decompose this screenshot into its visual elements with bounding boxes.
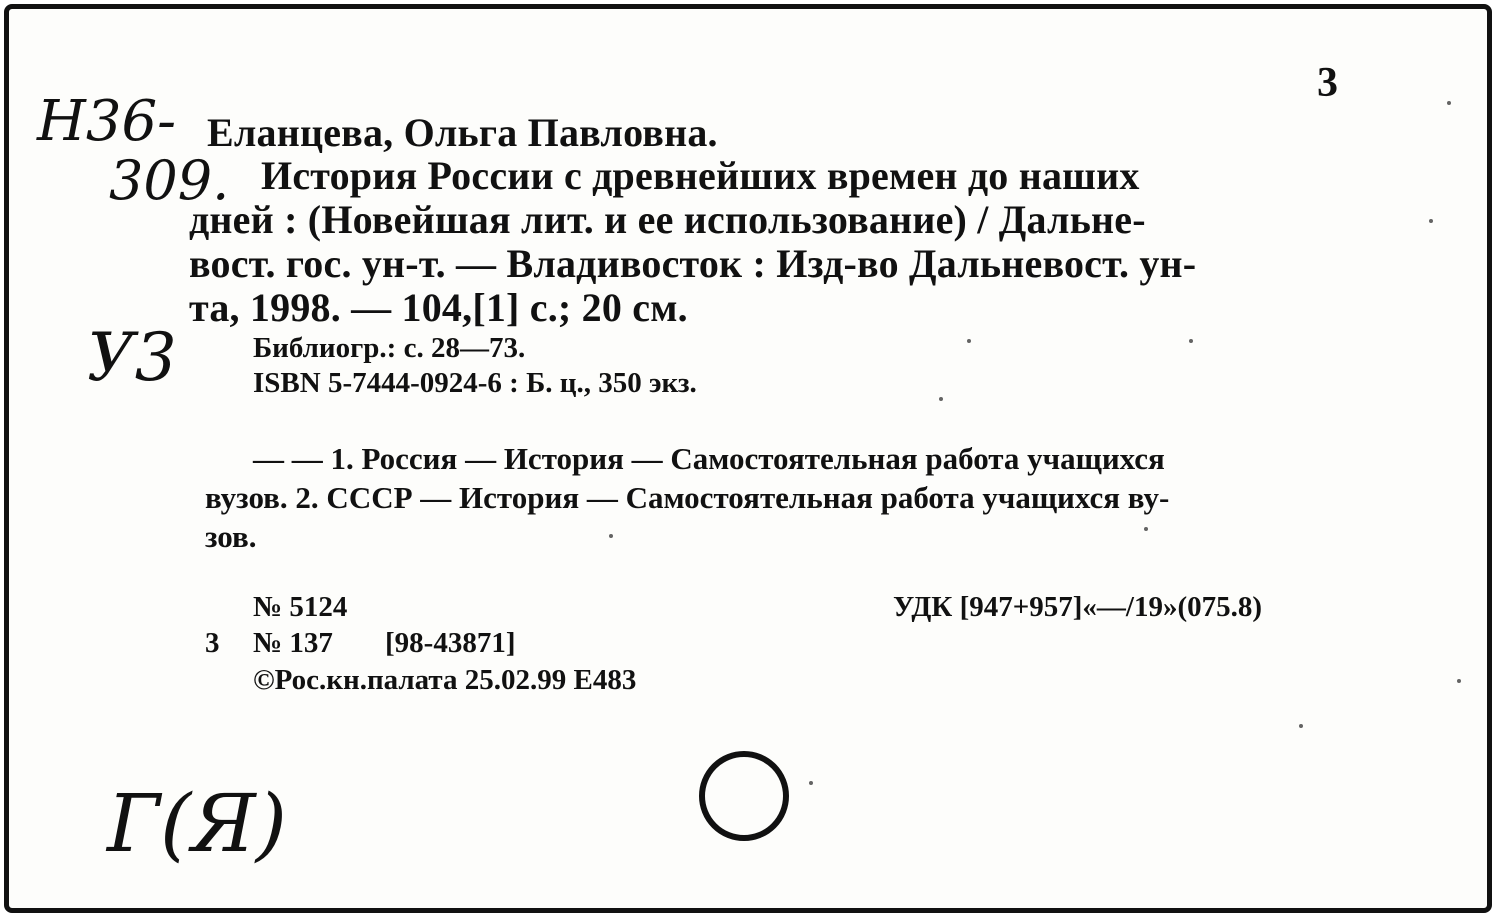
prefix-3: 3	[205, 627, 220, 659]
scan-speck	[1457, 679, 1461, 683]
title-line-text: дней : (Новейшая лит. и ее использование) / Дальне-	[189, 197, 1146, 242]
scan-speck	[1429, 219, 1433, 223]
subject-line: зов.	[205, 519, 257, 554]
title-line	[189, 154, 1343, 198]
bibliography-note: Библиогр.: с. 28—73.	[253, 332, 526, 364]
scan-speck	[939, 397, 943, 401]
card-number: 3	[1317, 60, 1338, 106]
subject-line: вузов. 2. СССР — История — Самостоятельная работа учащихся ву-	[205, 480, 1170, 515]
scan-speck	[1299, 724, 1303, 728]
scan-speck	[967, 339, 971, 343]
scan-speck	[809, 781, 813, 785]
record-number: № 5124	[253, 591, 348, 623]
udk-code: УДК [947+957]«—/19»(075.8)	[893, 591, 1263, 623]
copyright-line: ©Рос.кн.палата 25.02.99 Е483	[253, 664, 637, 696]
scan-speck	[1144, 527, 1148, 531]
handwritten-code-2: 309.	[109, 149, 230, 212]
order-number: [98-43871]	[385, 627, 516, 659]
title-line-text: История России с древнейших времен до наших	[261, 153, 1140, 198]
handwritten-code-1: Н36-	[37, 89, 177, 154]
title-line	[189, 286, 1343, 330]
handwritten-mark: У3	[87, 319, 177, 396]
title-line	[189, 198, 1343, 242]
title-line-text: вост. гос. ун-т. — Владивосток : Изд-во Дальневост. ун-	[189, 241, 1197, 286]
catalog-card	[4, 4, 1492, 913]
subject-line: — — 1. Россия — История — Самостоятельная работа учащихся	[253, 441, 1165, 476]
scan-speck	[609, 534, 613, 538]
scan-speck	[1447, 101, 1451, 105]
scan-speck	[1189, 339, 1193, 343]
author-heading: Еланцева, Ольга Павловна.	[207, 110, 718, 155]
handwritten-bottom: Г(Я)	[107, 777, 287, 870]
record-number-2: № 137	[253, 627, 333, 659]
punch-hole	[699, 751, 789, 841]
title-line	[189, 242, 1343, 286]
title-line-text: та, 1998. — 104,[1] с.; 20 см.	[189, 285, 688, 330]
title-block	[189, 154, 1343, 330]
isbn-line: ISBN 5-7444-0924-6 : Б. ц., 350 экз.	[253, 367, 697, 399]
